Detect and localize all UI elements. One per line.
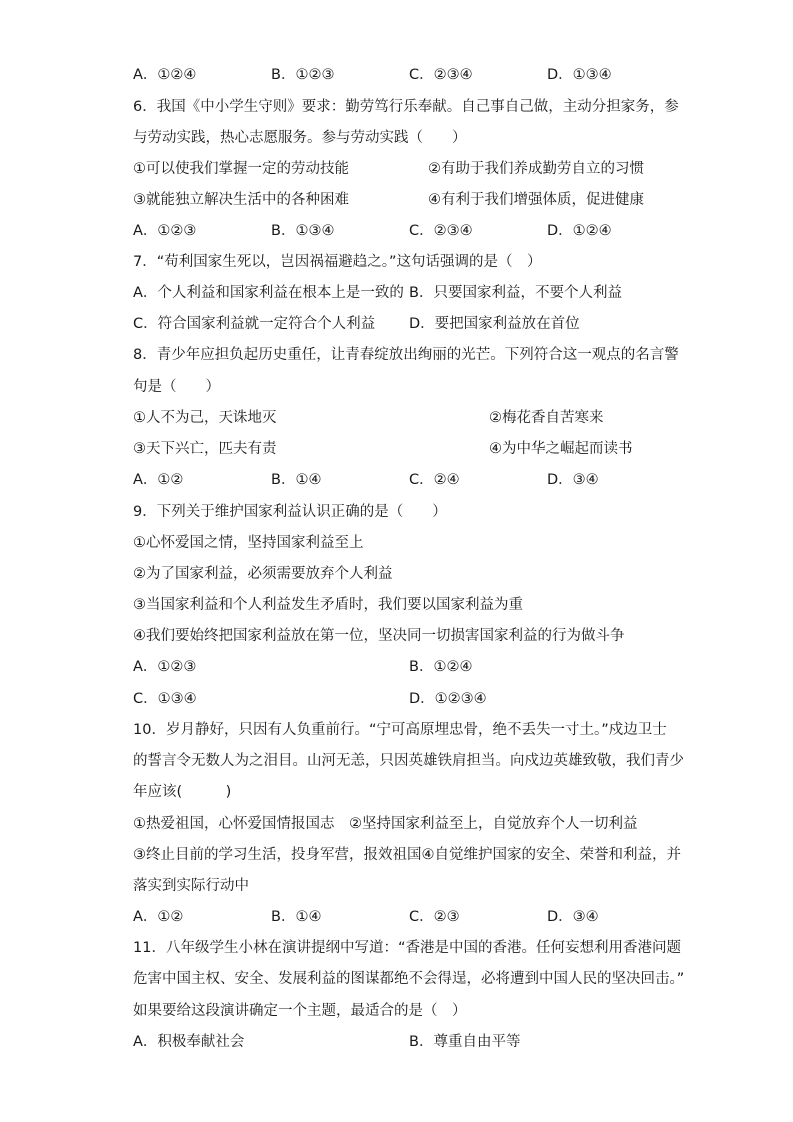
q5-option-b: B．①②③ [271, 67, 335, 83]
q9-statement-1: ①心怀爱国之情，坚持国家利益至上 [133, 535, 364, 551]
q6-option-c: C．②③④ [409, 223, 473, 239]
q10-statement-line: ①热爱祖国，心怀爱国情报国志 ②坚持国家利益至上，自觉放弃个人一切利益 [133, 816, 638, 832]
q6-statement-1: ①可以使我们掌握一定的劳动技能 [133, 161, 349, 177]
q10-option-c: C．②③ [409, 909, 460, 925]
q11-stem-line: 11．八年级学生小林在演讲提纲中写道：“香港是中国的香港。任何妄想利用香港问题 [133, 940, 681, 956]
q8-option-d: D．③④ [547, 472, 599, 488]
q11-stem-line: 危害中国主权、安全、发展利益的图谋都绝不会得逞，必将遭到中国人民的坚决回击。” [133, 971, 685, 987]
q7-option-c: C．符合国家利益就一定符合个人利益 [133, 316, 376, 332]
q7-option-b: B．只要国家利益，不要个人利益 [409, 285, 622, 301]
q10-option-b: B．①④ [271, 909, 322, 925]
q6-option-d: D．①②④ [547, 223, 612, 239]
q8-option-a: A．①② [133, 472, 184, 488]
q9-stem-line: 9．下列关于维护国家利益认识正确的是（ ） [133, 504, 447, 520]
q5-option-a: A．①②④ [133, 67, 197, 83]
q6-statement-2: ②有助于我们养成勤劳自立的习惯 [428, 161, 644, 177]
q9-option-c: C．①③④ [133, 691, 197, 707]
q8-option-b: B．①④ [271, 472, 322, 488]
q9-statement-4: ④我们要始终把国家利益放在第一位，坚决同一切损害国家利益的行为做斗争 [133, 628, 625, 644]
q10-statement-line: ③终止目前的学习生活，投身军营，报效祖国④自觉维护国家的安全、荣誉和利益，并 [133, 847, 681, 863]
q7-option-d: D．要把国家利益放在首位 [409, 316, 580, 332]
q9-option-a: A．①②③ [133, 659, 197, 675]
q8-stem-line: 句是（ ） [133, 379, 220, 395]
q11-stem-line: 如果要给这段演讲确定一个主题，最适合的是（ ） [133, 1003, 467, 1019]
q10-stem-line: 10．岁月静好，只因有人负重前行。“宁可高原埋忠骨，绝不丢失一寸土。”戍边卫士 [133, 722, 667, 738]
q7-option-a: A．个人利益和国家利益在根本上是一致的 [133, 285, 404, 301]
q8-statement-4: ④为中华之崛起而读书 [489, 441, 633, 457]
q10-option-a: A．①② [133, 909, 184, 925]
q8-statement-1: ①人不为己，天诛地灭 [133, 410, 277, 426]
q9-statement-3: ③当国家利益和个人利益发生矛盾时，我们要以国家利益为重 [133, 597, 523, 613]
q10-option-d: D．③④ [547, 909, 599, 925]
q11-option-b: B．尊重自由平等 [409, 1034, 521, 1050]
q6-stem-line: 与劳动实践，热心志愿服务。参与劳动实践（ ） [133, 130, 467, 146]
q6-stem-line: 6．我国《中小学生守则》要求：勤劳笃行乐奉献。自己事自己做，主动分担家务，参 [133, 99, 679, 115]
q5-option-d: D．①③④ [547, 67, 612, 83]
q10-stem-line: 年应该( ) [133, 784, 232, 800]
q9-statement-2: ②为了国家利益，必须需要放弃个人利益 [133, 566, 393, 582]
q11-option-a: A．积极奉献社会 [133, 1034, 245, 1050]
q6-statement-3: ③就能独立解决生活中的各种困难 [133, 192, 349, 208]
q10-stem-line: 的誓言令无数人为之泪目。山河无恙，只因英雄铁肩担当。向戍边英雄致敬，我们青少 [133, 753, 684, 769]
q6-option-a: A．①②③ [133, 223, 197, 239]
q6-statement-4: ④有利于我们增强体质，促进健康 [428, 192, 644, 208]
q6-option-b: B．①③④ [271, 223, 335, 239]
q8-option-c: C．②④ [409, 472, 460, 488]
q9-option-d: D．①②③④ [409, 691, 487, 707]
q7-stem-line: 7．“苟利国家生死以，岂因祸福避趋之。”这句话强调的是（ ） [133, 254, 542, 270]
q8-statement-3: ③天下兴亡，匹夫有责 [133, 441, 277, 457]
q5-option-c: C．②③④ [409, 67, 473, 83]
q10-statement-line: 落实到实际行动中 [133, 878, 249, 894]
q8-statement-2: ②梅花香自苦寒来 [489, 410, 604, 426]
q8-stem-line: 8．青少年应担负起历史重任，让青春绽放出绚丽的光芒。下列符合这一观点的名言警 [133, 347, 679, 363]
q9-option-b: B．①②④ [409, 659, 473, 675]
